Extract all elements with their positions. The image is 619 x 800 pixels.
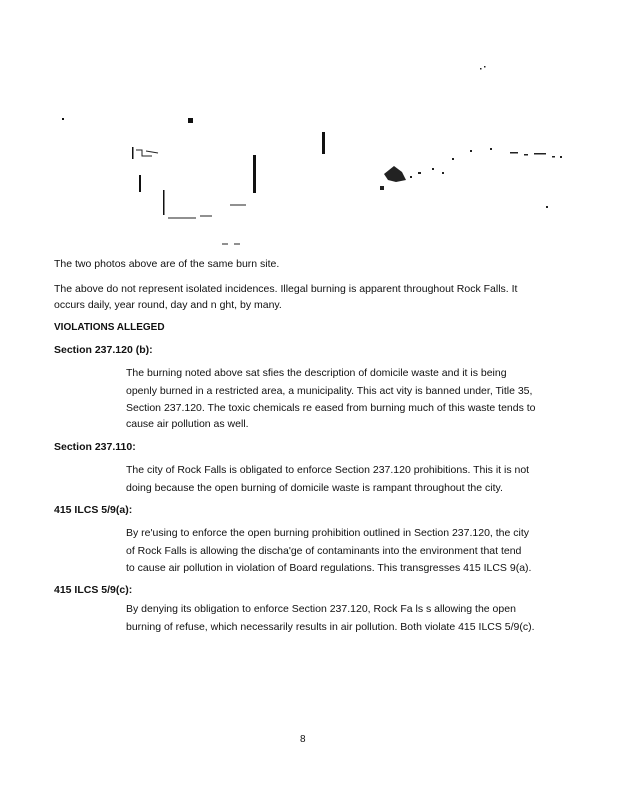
- section-title: Section 237.110:: [54, 441, 136, 453]
- section-line: cause air pollution as well.: [126, 418, 249, 430]
- section-line: The burning noted above sat sfies the description of domicile waste and it is being: [126, 367, 507, 379]
- section-line: The city of Rock Falls is obligated to enforce Section 237.120 prohibitions. This it is not: [126, 464, 530, 476]
- photos-caption: The two photos above are of the same burn site.: [54, 258, 280, 270]
- section-line: Section 237.120. The toxic chemicals re eased from burning much of this waste tends to: [126, 402, 536, 414]
- burn-site-photos: [0, 0, 619, 250]
- page-number: 8: [300, 734, 306, 745]
- section-line: burning of refuse, which necessarily results in air pollution. Both violate 415 ILCS 5/9(c).: [126, 621, 535, 633]
- section-line: doing because the open burning of domicile waste is rampant throughout the city.: [126, 482, 503, 494]
- intro-line-2: occurs daily, year round, day and n ght, by many.: [54, 299, 282, 311]
- section-line: By re'using to enforce the open burning prohibition outlined in Section 237.120, the city: [126, 527, 530, 539]
- section-line: openly burned in a restricted area, a municipality. This act vity is banned under, Title 35,: [126, 385, 533, 397]
- section-title: 415 ILCS 5/9(a):: [54, 504, 133, 516]
- section-title: 415 ILCS 5/9(c):: [54, 584, 133, 596]
- section-line: of Rock Falls is allowing the discha'ge of contaminants into the environment that tend: [126, 545, 522, 557]
- section-line: By denying its obligation to enforce Section 237.120, Rock Fa ls s allowing the open: [126, 603, 516, 615]
- violations-heading: VIOLATIONS ALLEGED: [54, 322, 165, 333]
- section-title: Section 237.120 (b):: [54, 344, 153, 356]
- section-line: to cause air pollution in violation of Board regulations. This transgresses 415 ILCS 9(a).: [126, 562, 532, 574]
- intro-line-1: The above do not represent isolated incidences. Illegal burning is apparent throughout Rock Falls. It: [54, 283, 518, 295]
